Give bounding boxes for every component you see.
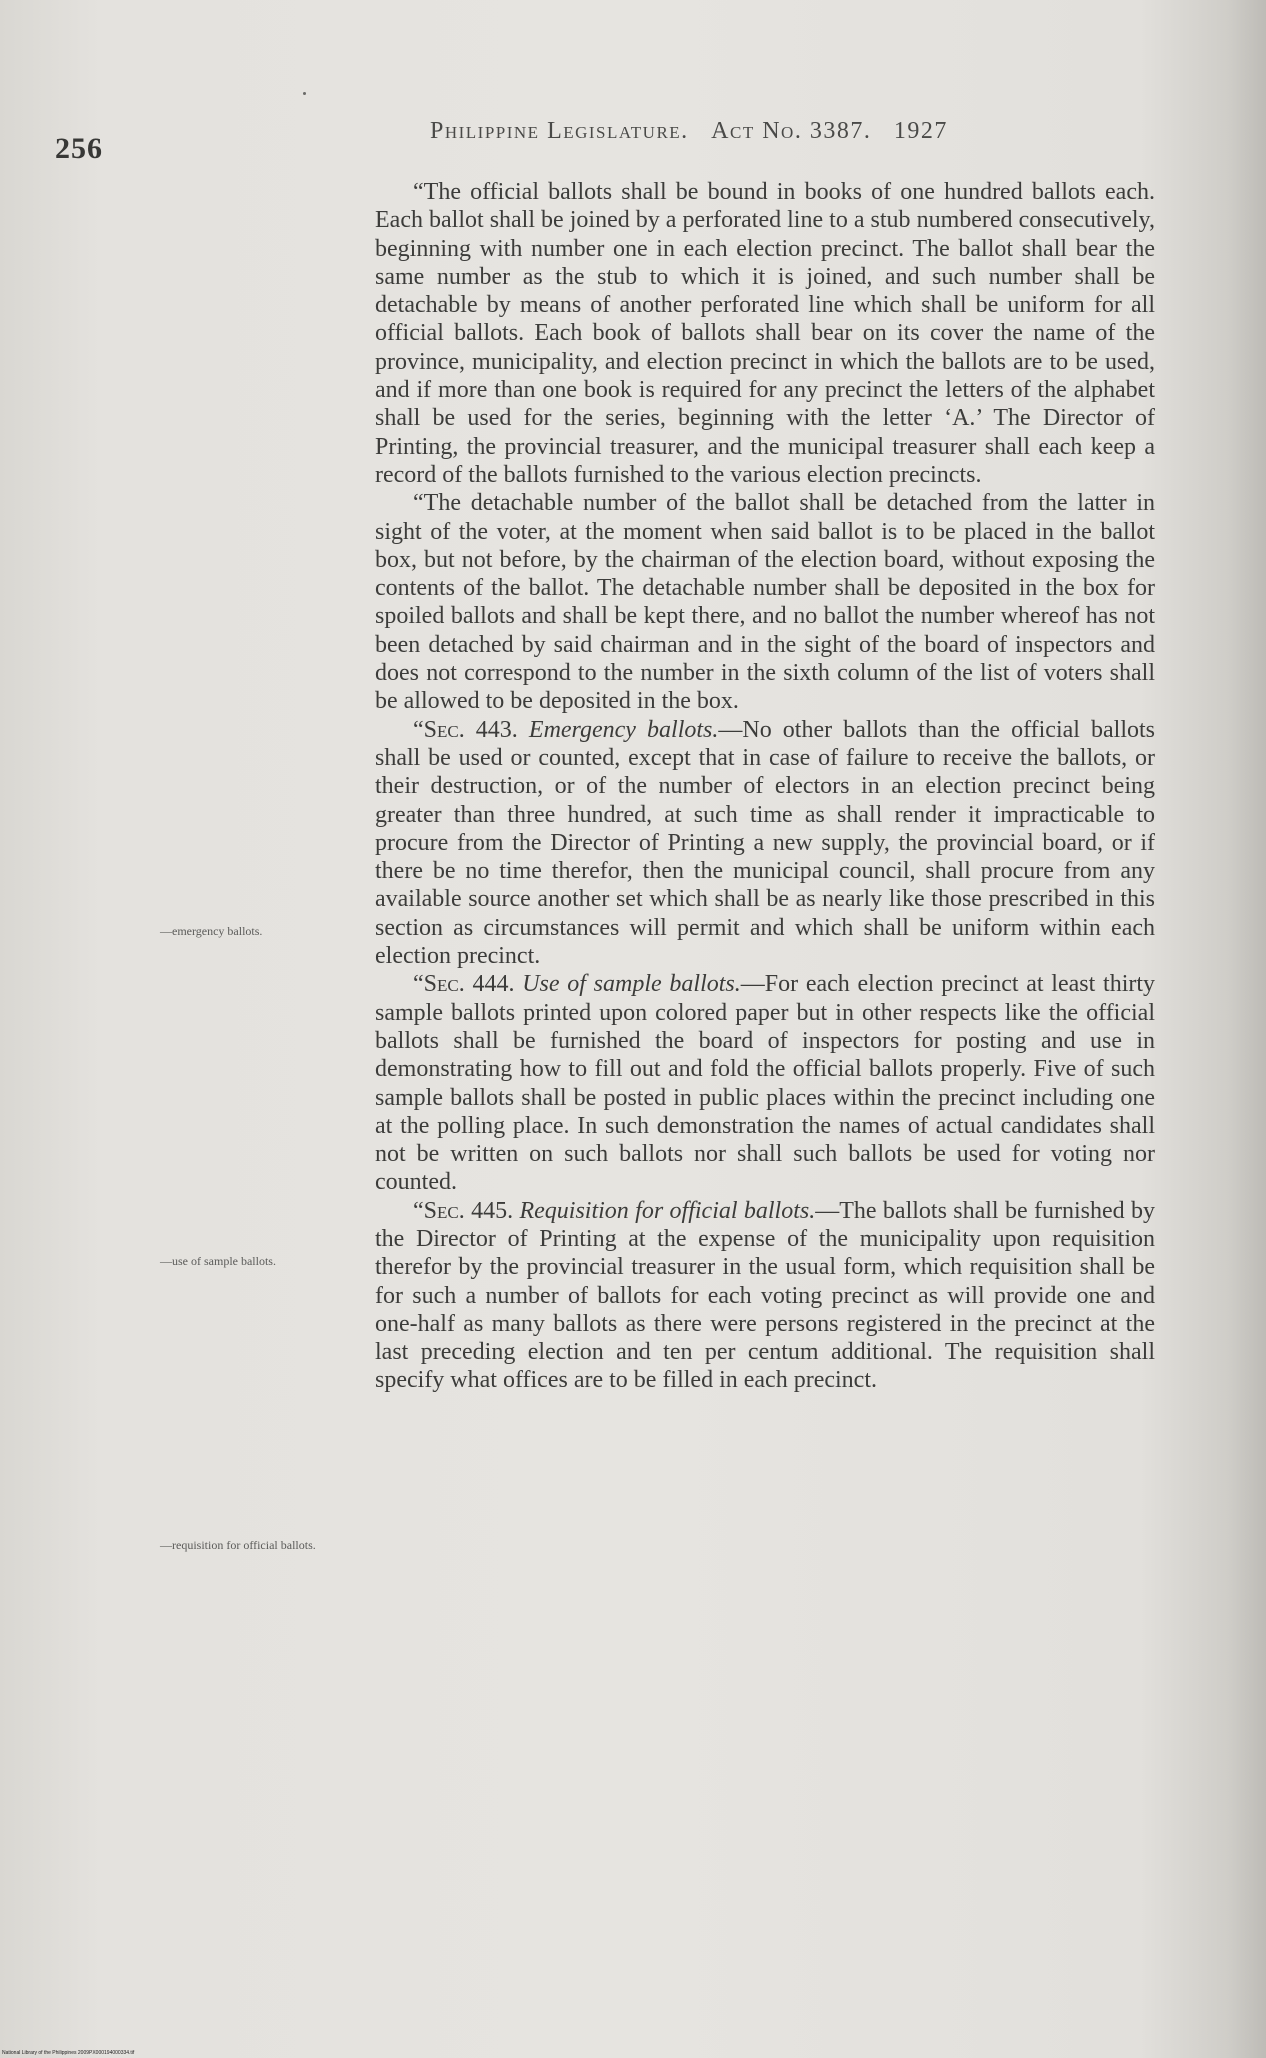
section-443 [375,716,1155,971]
section-445 [375,1197,1155,1395]
scan-credit: National Library of the Philippines 2009PX000194000334.tif [2,2050,135,2056]
paragraph-ballot-books: “The official ballots shall be bound in books of one hundred ballots each. Each ballot shall be joined by a perforated line to a stub numbered consecutively, beginning with number one in each election precinct. The ballot shall bear the same number as the stub to which it is joined, and such number shall be detachable by means of another perforated line which shall be uniform for all official ballots. Each book of ballots shall bear on its cover the name of the province, municipality, and election precinct in which the ballots are to be used, and if more than one book is required for any precinct the letters of the alphabet shall be used for the series, beginning with the letter ‘A.’ The Director of Printing, the provincial treasurer, and the municipal treasurer shall each keep a record of the ballots furnished to the various election precincts. [375,179,1155,488]
section-444 [375,970,1155,1196]
section-number: “Sec. 445. [413,1197,514,1224]
print-speck [303,92,306,95]
section-title: Use of sample ballots. [522,971,741,998]
section-title: Emergency ballots. [528,716,719,743]
section-title: Requisition for official ballots. [519,1197,816,1224]
section-number: “Sec. 443. [413,716,518,743]
side-note-sample-ballots: —use of sample ballots. [160,1254,276,1268]
page-number: 256 [55,132,103,165]
running-head-year: 1927 [893,118,948,144]
side-note-requisition: —requisition for official ballots. [160,1538,316,1552]
paragraph-detachable-number: “The detachable number of the ballot shall be detached from the latter in sight of the voter, at the moment when said ballot is to be placed in the ballot box, but not before, by the chairman of the election board, without exposing the contents of the ballot. The detachable number shall be deposited in the box for spoiled ballots and shall be kept there, and no ballot the number whereof has not been detached by said chairman and in the sight of the board of inspectors and does not correspond to the number in the sixth column of the list of voters shall be allowed to be deposited in the box. [375,490,1155,715]
running-head [430,118,1130,145]
section-number: “Sec. 444. [413,971,515,998]
side-note-emergency-ballots: —emergency ballots. [160,924,263,938]
section-text: —For each election precinct at least thirty sample ballots printed upon colored paper but in other respects like the official ballots shall be furnished the board of inspectors for posting and use in demonstrating how to fill out and fold the official ballots properly. Five of such sample ballots shall be posted in public places within the precinct including one at the polling place. In such demonstration the names of actual candidates shall not be written on such ballots nor shall such ballots be used for voting nor counted. [375,971,1156,1196]
running-head-title: Philippine Legislature. [430,118,689,144]
section-text: —The ballots shall be furnished by the Director of Printing at the expense of the municipality upon requisition therefor by the provincial treasurer in the usual form, which requisition shall be for such a number of ballots for each voting precinct as will provide one and one-half as many ballots as there were persons registered in the precinct at the last preceding election and ten per centum additional. The requisition shall specify what offices are to be filled in each precinct. [375,1197,1155,1394]
running-head-act: Act No. 3387. [711,118,872,144]
section-text: —No other ballots than the official ballots shall be used or counted, except that in case of failure to receive the ballots, or their destruction, or of the number of electors in an election precinct being greater than three hundred, at such time as shall render it impracticable to procure from the Director of Printing a new supply, the provincial board, or if there be no time therefor, then the municipal council, shall procure from any available source another set which shall be as nearly like those prescribed in this section as circumstances will permit and which shall be uniform within each election precinct. [375,716,1156,970]
body-text [375,178,1155,1395]
